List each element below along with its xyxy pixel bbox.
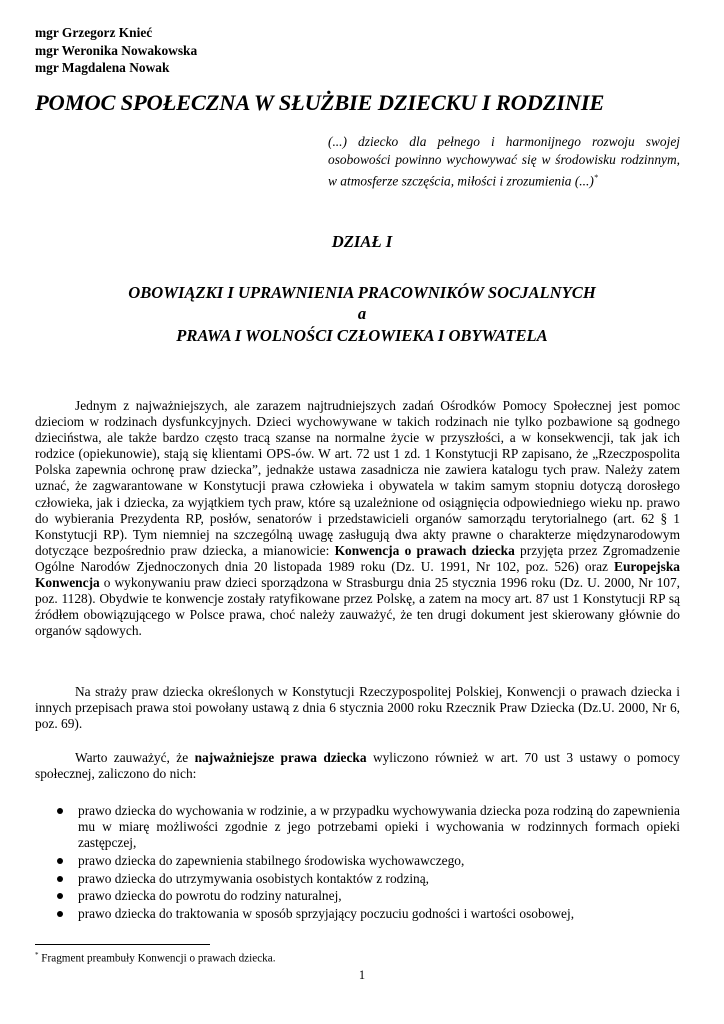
section-heading-line2: PRAWA I WOLNOŚCI CZŁOWIEKA I OBYWATELA [176,326,548,345]
list-item [35,803,680,851]
bullet-icon [57,911,63,917]
paragraph-3-part1: Warto zauważyć, że [75,750,195,765]
list-item-text: prawo dziecka do powrotu do rodziny naturalnej, [78,888,342,904]
epigraph-text: (...) dziecko dla pełnego i harmonijnego rozwoju swojej osobowości powinno wychowywać się w środowisku rodzinnym, w atmosferze szczęścia, miłości i zrozumienia (...) [328,134,680,189]
page-number: 1 [358,968,366,982]
paragraph-3-part2: wyliczono również w art. 70 ust 3 ustawy o pomocy społecznej, zaliczono do nich: [35,750,680,782]
footnote-divider [35,944,210,945]
list-item-text: prawo dziecka do wychowania w rodzinie, a w przypadku wychowywania dziecka poza rodziną do zapewnienia mu w miarę możliwości zgodnie z jego potrzebami opieki i wychowania w rodzinnych formach opieki zastępczej, [78,803,680,851]
epigraph [328,133,680,191]
footnote-text: Fragment preambuły Konwencji o prawach dziecka. [38,952,276,965]
footnote [35,951,276,965]
list-item-text: prawo dziecka do utrzymywania osobistych kontaktów z rodziną, [78,870,430,886]
list-item [35,853,680,869]
paragraph-1-bold1: Konwencja o prawach dziecka [334,542,515,558]
bullet-icon [57,858,63,864]
rights-list [35,803,680,924]
section-heading-conjunction: a [357,304,367,323]
authors-block [35,24,197,77]
epigraph-footnote-mark: * [593,173,598,183]
paragraph-1 [35,398,680,639]
author-3: mgr Magdalena Nowak [35,60,170,76]
list-item-text: prawo dziecka do traktowania w sposób sprzyjający poczuciu godności i wartości osobowej, [78,905,575,921]
author-1: mgr Grzegorz Knieć [35,25,153,40]
bullet-icon [57,808,63,814]
author-2: mgr Weronika Nowakowska [35,42,198,58]
paragraph-1-part3: o wykonywaniu praw dzieci sporządzona w Strasburgu dnia 25 stycznia 1996 roku (Dz. U. 2000, Nr 107, poz. 1128). Obydwie te konwencje zostały ratyfikowane przez Polskę, a zatem na mocy art. 87 ust 1 Konstytucji RP są źródłem obowiązującego w Polsce prawa, choć należy zauważyć, że ten drugi dokument jest skierowany głównie do organów sądowych. [35,575,680,639]
paragraph-3-bold: najważniejsze prawa dziecka [194,750,367,765]
paragraph-1-bold2: Europejska Konwencja [35,558,680,591]
section-label: DZIAŁ I [331,232,393,251]
bullet-icon [57,876,63,882]
list-item-text: prawo dziecka do zapewnienia stabilnego środowiska wychowawczego, [78,852,465,868]
bullet-icon [57,893,63,899]
paragraph-3 [35,750,680,782]
list-item [35,871,680,887]
section-heading-line1: OBOWIĄZKI I UPRAWNIENIA PRACOWNIKÓW SOCJALNYCH [128,283,596,302]
list-item [35,888,680,904]
paragraph-1-part1: Jednym z najważniejszych, ale zarazem najtrudniejszych zadań Ośrodków Pomocy Społecznej jest pomoc dzieciom w rodzinach dysfunkcyjnych. Dzieci wychowywane w takich rodzinach nie tylko pozbawione są godnego dzieciństwa, ale także bardzo często tracą szanse na normalne życie w przyszłości, a w konsekwencji, tak jak ich rodzice (opiekunowie), stają się klientami OPS-ów. W art. 72 ust 1 zd. 1 Konstytucji RP zapisano, że „Rzeczpospolita Polska zapewnia ochronę praw dziecka”, jednakże ustawa zasadnicza nie zawiera katalogu tych praw. Należy zatem uznać, że zagwarantowane w Konstytucji prawa człowieka i obywatela w takim samym stopniu dotyczą dorosłego człowieka, jak i dziecka, za wyjątkiem tych praw, które są uzależnione od osiągnięcia odpowiedniego wieku np. prawo do wybierania Prezydenta RP, posłów, senatorów i przedstawicieli organów samorządu terytorialnego (art. 62 § 1 Konstytucji RP). Tym niemniej na szczególną uwagę zasługują dwa akty prawne o charakterze międzynarodowym dotyczące bezpośrednio praw dziecka, a mianowicie: [35,398,680,558]
footnote-mark: * [35,951,39,959]
paragraph-2-text: Na straży praw dziecka określonych w Konstytucji Rzeczypospolitej Polskiej, Konwencji o prawach dziecka i innych przepisach prawa stoi powołany ustawą z dnia 6 stycznia 2000 roku Rzecznik Praw Dziecka (Dz.U. 2000, Nr 6, poz. 69). [35,684,680,732]
list-item [35,906,680,922]
document-title: POMOC SPOŁECZNA W SŁUŻBIE DZIECKU I RODZINIE [35,90,605,115]
paragraph-1-part2: przyjęta przez Zgromadzenie Ogólne Narodów Zjednoczonych dnia 20 listopada 1989 roku (Dz. U. 1991, Nr 102, poz. 526) oraz [35,542,680,574]
paragraph-2 [35,684,680,732]
